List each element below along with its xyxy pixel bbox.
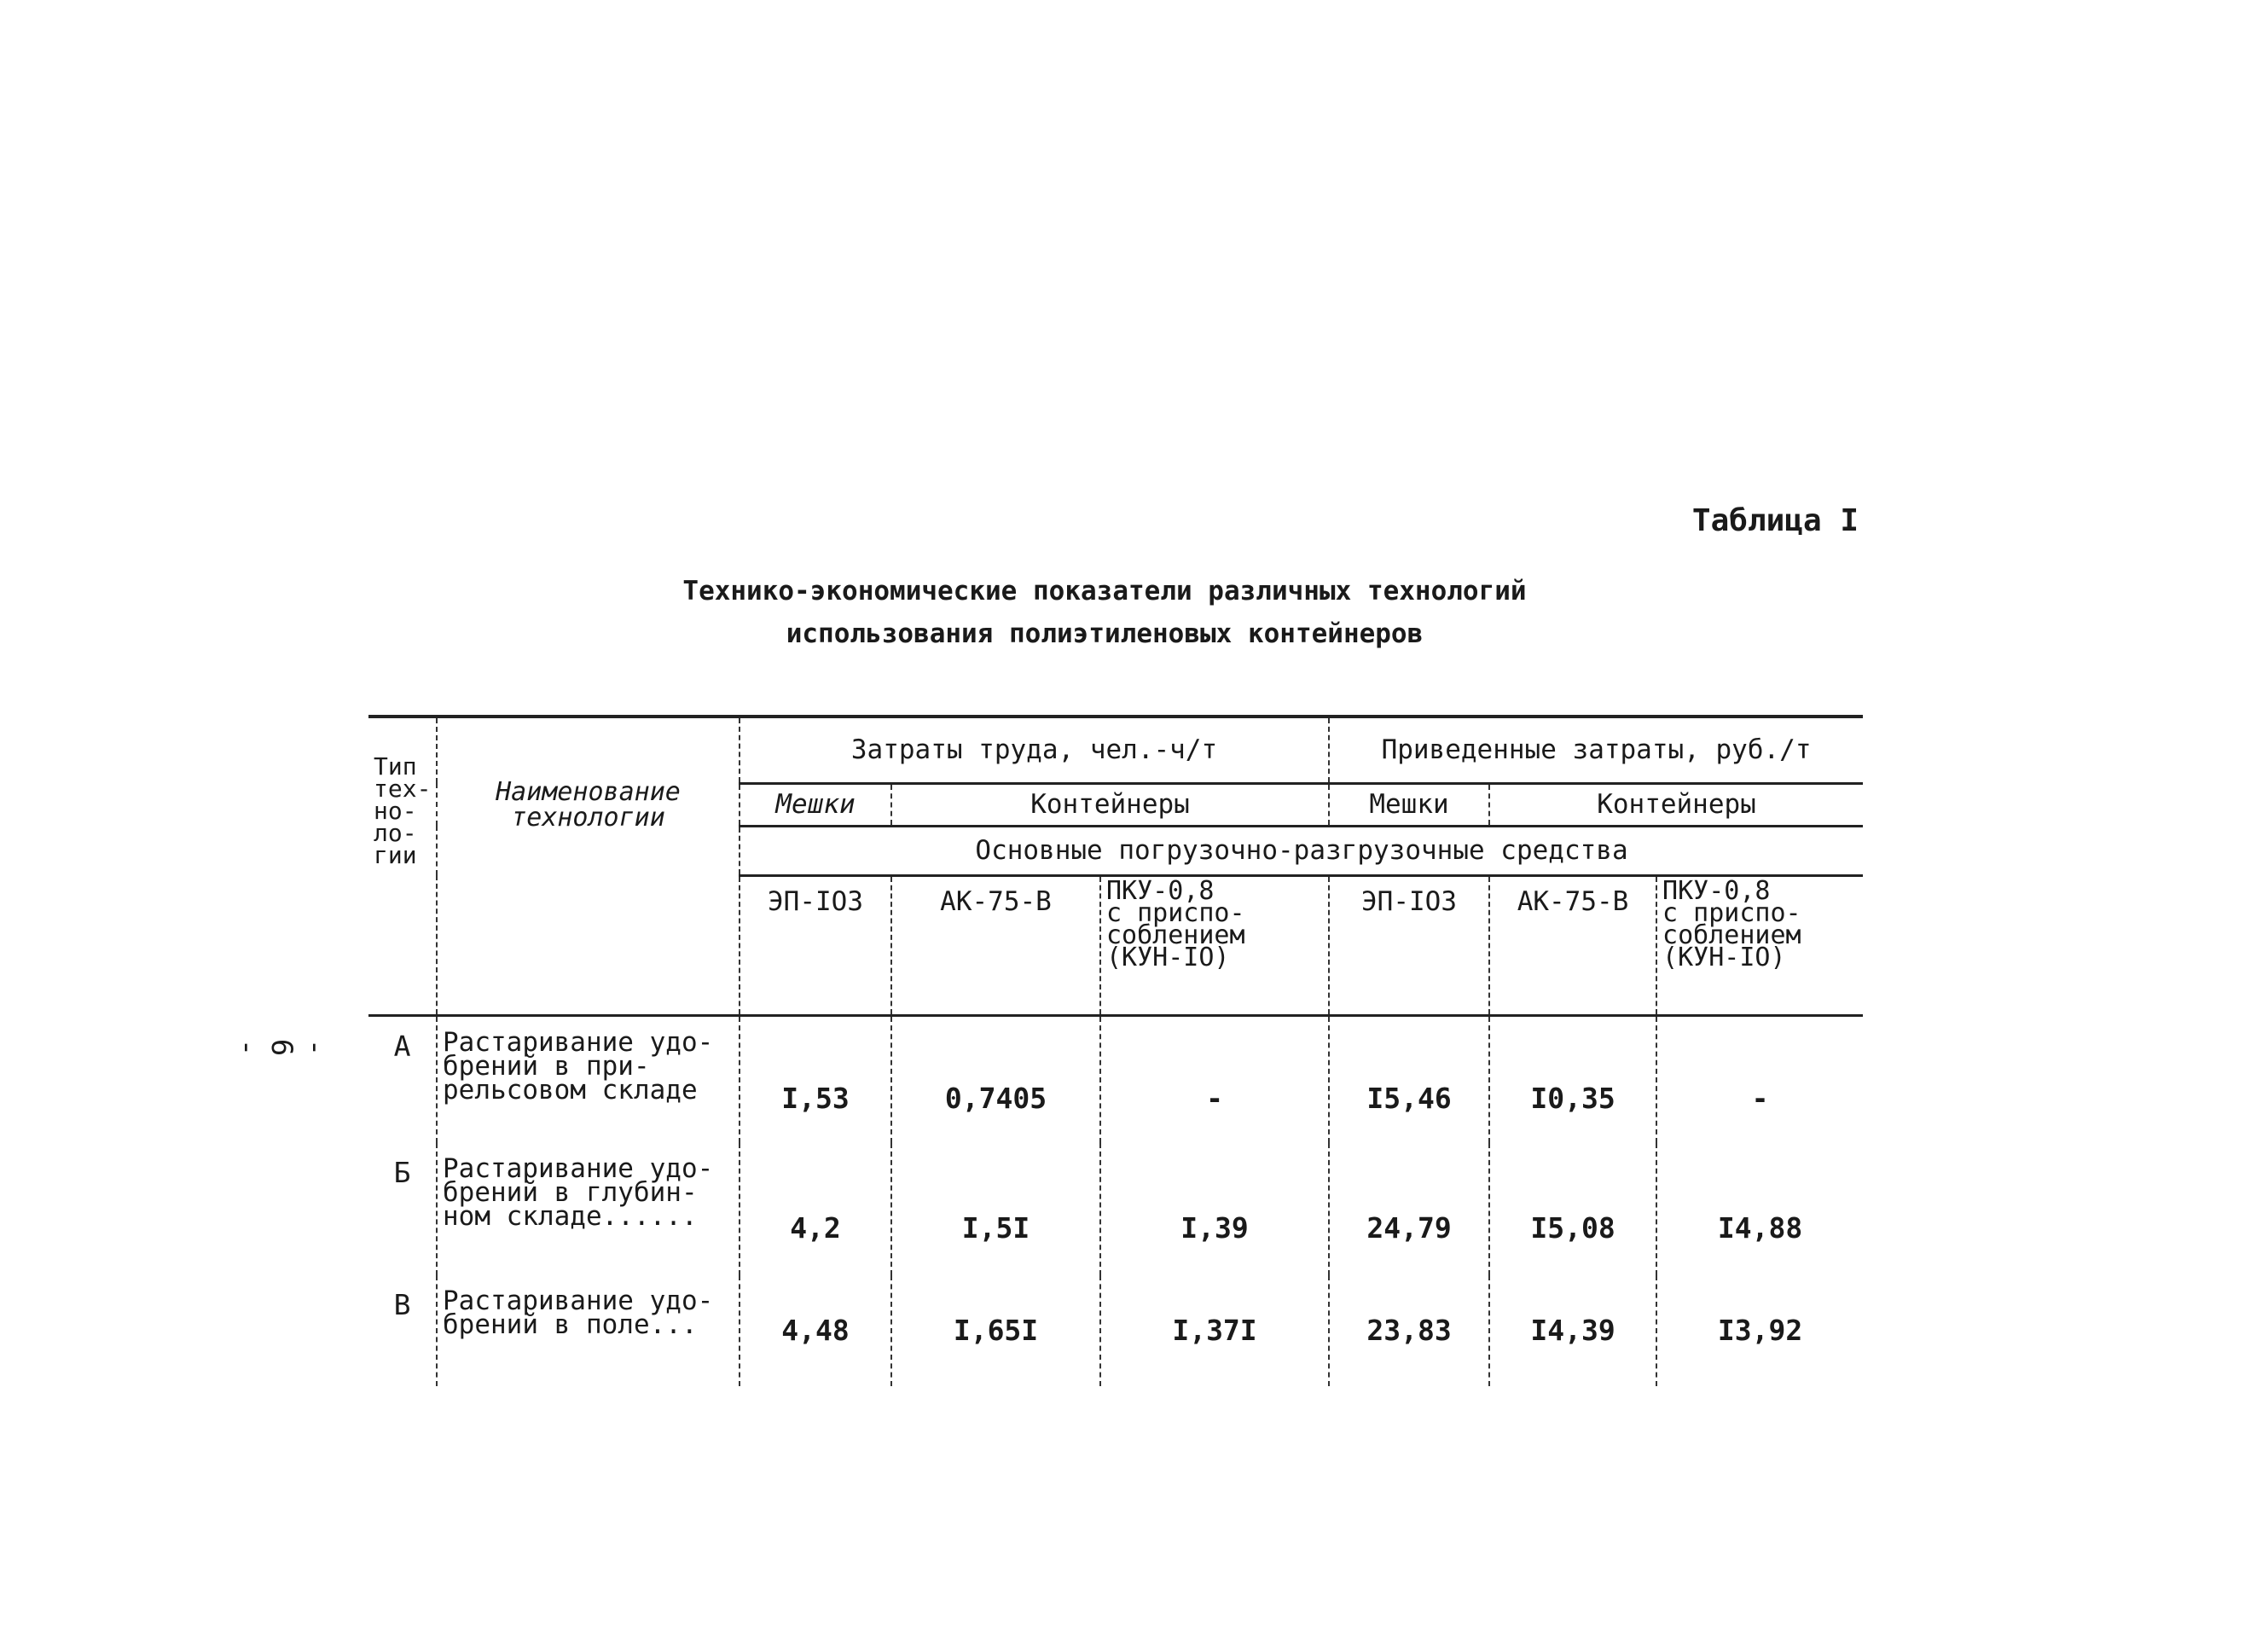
value-cell: I4,88	[1656, 1143, 1863, 1275]
value-cell: 24,79	[1329, 1143, 1489, 1275]
row-type: Б	[393, 1156, 411, 1189]
value-cell: 4,2	[740, 1143, 891, 1275]
row-name-line: брений в глубин-	[443, 1177, 698, 1208]
row-name	[437, 1015, 740, 1143]
machine-ak-75-v: АК-75-В	[891, 875, 1100, 1015]
machine-ak-75-v-2: АК-75-В	[1489, 875, 1656, 1015]
header-type-line: но-	[374, 797, 417, 825]
header-labor-costs: Затраты труда, чел.-ч/т	[740, 717, 1329, 783]
table-row	[368, 1275, 1863, 1386]
machine-ep-103: ЭП-IO3	[740, 875, 891, 1015]
machine-ep-103-2: ЭП-IO3	[1329, 875, 1489, 1015]
title-line-1: Технико-экономические показатели различных технологий	[682, 576, 1527, 606]
machine-line: ПКУ-0,8	[1106, 875, 1215, 906]
value-cell: 23,83	[1329, 1275, 1489, 1386]
value-cell: I3,92	[1656, 1275, 1863, 1386]
value-cell: I,5I	[891, 1143, 1100, 1275]
header-bags: Мешки	[740, 783, 891, 826]
value-cell: I0,35	[1489, 1015, 1656, 1143]
value-cell: I4,39	[1489, 1275, 1656, 1386]
table-title	[648, 570, 1561, 655]
header-reduced-costs: Приведенные затраты, руб./т	[1329, 717, 1863, 783]
header-name-cell	[437, 717, 740, 1015]
machine-pku-08-2	[1656, 875, 1863, 1015]
value-cell: I,39	[1100, 1143, 1329, 1275]
header-type-line: гии	[374, 841, 417, 869]
indicators-table	[368, 715, 1863, 1386]
machine-line: (КУН-IO)	[1106, 942, 1230, 972]
title-line-2: использования полиэтиленовых контейнеров	[786, 618, 1424, 649]
machine-line: с приспо-	[1106, 897, 1245, 928]
row-name-line: Растаривание удо-	[443, 1285, 714, 1316]
machine-line: соблением	[1662, 920, 1801, 950]
page-number: - 6 -	[230, 1038, 333, 1057]
header-type-line: ло-	[374, 819, 417, 847]
value-cell: 4,48	[740, 1275, 891, 1386]
machine-line: ПКУ-0,8	[1662, 875, 1771, 906]
table-row	[368, 1015, 1863, 1143]
row-name-line: рельсовом складе	[443, 1074, 698, 1106]
machine-line: с приспо-	[1662, 897, 1801, 928]
machine-line: (КУН-IO)	[1662, 942, 1786, 972]
value-cell: I5,08	[1489, 1143, 1656, 1275]
header-containers: Контейнеры	[891, 783, 1329, 826]
header-means: Основные погрузочно-разгрузочные средства	[740, 826, 1863, 875]
value-cell: I,53	[740, 1015, 891, 1143]
row-name-line: брений в при-	[443, 1050, 650, 1082]
row-name	[437, 1275, 740, 1386]
header-type-line: Тип	[374, 752, 417, 781]
value-cell: I,65I	[891, 1275, 1100, 1386]
value-cell: I5,46	[1329, 1015, 1489, 1143]
machine-pku-08	[1100, 875, 1329, 1015]
value-cell: 0,7405	[891, 1015, 1100, 1143]
value-cell: -	[1100, 1015, 1329, 1143]
table-label: Таблица I	[1691, 503, 1859, 538]
row-type: В	[393, 1288, 411, 1321]
header-containers-2: Контейнеры	[1489, 783, 1863, 826]
row-name-line: брений в поле...	[443, 1309, 698, 1340]
row-name-line: ном складе......	[443, 1201, 698, 1232]
row-name-line: Растаривание удо-	[443, 1153, 714, 1184]
value-cell: I,37I	[1100, 1275, 1329, 1386]
row-name	[437, 1143, 740, 1275]
header-type-cell	[368, 717, 437, 1015]
row-name-line: Растаривание удо-	[443, 1026, 714, 1058]
row-type: А	[393, 1029, 411, 1063]
header-name-line: Наименование	[496, 777, 681, 807]
header-bags-2: Мешки	[1329, 783, 1489, 826]
value-cell: -	[1656, 1015, 1863, 1143]
table-row	[368, 1143, 1863, 1275]
header-name-line: технологии	[511, 803, 665, 833]
header-type-line: тех-	[374, 775, 432, 803]
machine-line: соблением	[1106, 920, 1245, 950]
